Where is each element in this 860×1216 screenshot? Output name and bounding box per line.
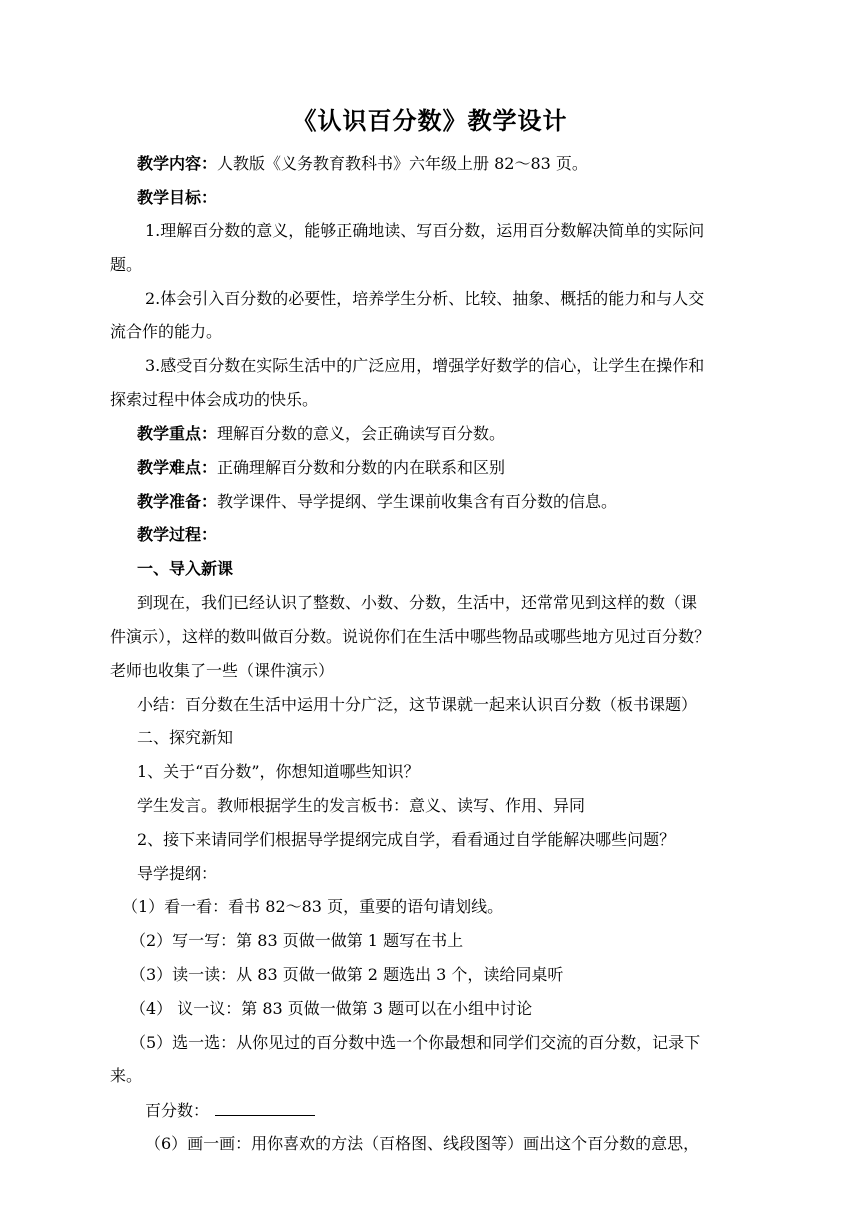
difficulty-text: 正确理解百分数和分数的内在联系和区别 (217, 458, 506, 477)
section-1-heading: 一、导入新课 (137, 559, 234, 578)
outline-step-2: （2）写一写：第 83 页做一做第 1 题写在书上 (130, 931, 464, 950)
outline-step-1: （1）看一看：看书 82～83 页，重要的语句请划线。 (122, 897, 504, 916)
content-text: 人教版《义务教育教科书》六年级上册 82～83 页。 (217, 154, 588, 173)
question-1-answer: 学生发言。教师根据学生的发言板书：意义、读写、作用、异同 (137, 796, 586, 815)
goal2-line2: 流合作的能力。 (110, 322, 223, 341)
outline-step-6: （6）画一画：用你喜欢的方法（百格图、线段图等）画出这个百分数的意思， (145, 1134, 700, 1153)
intro-line2: 件演示），这样的数叫做百分数。说说你们在生活中哪些物品或哪些地方见过百分数？ (110, 627, 711, 646)
percent-fill-in (145, 1099, 315, 1122)
goal1-line2: 题。 (110, 255, 143, 274)
goal1-line1: 1.理解百分数的意义，能够正确地读、写百分数，运用百分数解决简单的实际问 (145, 221, 705, 240)
question-2: 2、接下来请同学们根据导学提纲完成自学，看看通过自学能解决哪些问题？ (137, 830, 676, 849)
intro-line1: 到现在，我们已经认识了整数、小数、分数，生活中，还常常见到这样的数（课 (137, 593, 698, 612)
outline-step-3: （3）读一读：从 83 页做一做第 2 题选出 3 个，读给同桌听 (130, 965, 564, 984)
teaching-difficulty (137, 457, 505, 479)
goal3-line1: 3.感受百分数在实际生活中的广泛应用，增强学好数学的信心，让学生在操作和 (145, 356, 705, 375)
teaching-prep (137, 491, 617, 513)
question-1: 1、关于“百分数”，你想知道哪些知识？ (137, 762, 420, 781)
content-label: 教学内容： (137, 154, 218, 173)
goal2-line1: 2.体会引入百分数的必要性，培养学生分析、比较、抽象、概括的能力和与人交 (145, 289, 705, 308)
difficulty-label: 教学难点： (137, 458, 218, 477)
key-text: 理解百分数的意义，会正确读写百分数。 (217, 424, 506, 443)
process-label: 教学过程： (137, 525, 218, 544)
percent-label: 百分数： (145, 1101, 210, 1120)
document-title: 《认识百分数》教学设计 (292, 107, 568, 135)
prep-text: 教学课件、导学提纲、学生课前收集含有百分数的信息。 (217, 492, 618, 511)
teaching-key (137, 423, 505, 445)
percent-blank-line (215, 1099, 315, 1116)
outline-step-4: （4） 议一议：第 83 页做一做第 3 题可以在小组中讨论 (130, 999, 533, 1018)
outline-label: 导学提纲： (137, 864, 218, 883)
prep-label: 教学准备： (137, 492, 218, 511)
teaching-content (137, 153, 588, 175)
goals-label: 教学目标： (137, 188, 218, 207)
key-label: 教学重点： (137, 424, 218, 443)
section-2-heading: 二、探究新知 (137, 728, 234, 747)
goal3-line2: 探索过程中体会成功的快乐。 (110, 390, 319, 409)
outline-step-5-line2: 来。 (110, 1066, 143, 1085)
intro-line3: 老师也收集了一些（课件演示） (110, 661, 335, 680)
outline-step-5-line1: （5）选一选：从你见过的百分数中选一个你最想和同学们交流的百分数，记录下 (130, 1033, 701, 1052)
summary: 小结：百分数在生活中运用十分广泛，这节课就一起来认识百分数（板书课题） (137, 695, 698, 714)
